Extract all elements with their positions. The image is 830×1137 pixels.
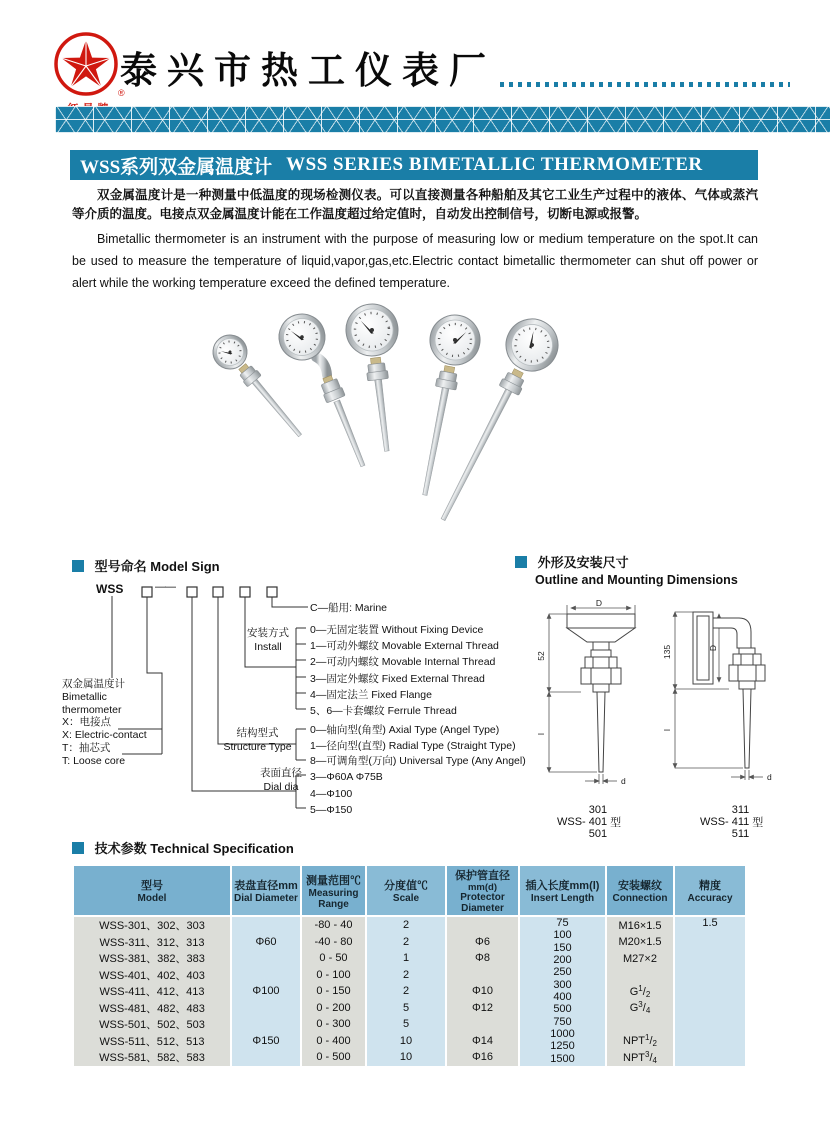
lattice-banner — [55, 106, 830, 133]
model-left-labels — [62, 678, 147, 768]
cell-connection: $NPT^3/_4$ — [606, 1049, 674, 1066]
cell-model: WSS-411、412、413 — [73, 983, 231, 1000]
cell-scale: 10 — [366, 1033, 446, 1050]
svg-text:52: 52 — [536, 651, 546, 661]
table-header-row — [73, 865, 746, 916]
dimension-drawings — [523, 600, 823, 800]
thermometer-3 — [343, 301, 413, 454]
cell-dial-group: Φ150 — [231, 1016, 301, 1066]
model-number: 301 — [588, 804, 608, 816]
cell-model: WSS-301、302、303 — [73, 916, 231, 934]
spec-section — [72, 838, 758, 1066]
series-title-cn: WSS系列双金属温度计 — [80, 156, 273, 178]
product-photo — [185, 283, 640, 545]
intro-text — [72, 186, 758, 294]
cell-model: WSS-311、312、313 — [73, 934, 231, 951]
table-row — [73, 1049, 746, 1066]
install-option: 0—无固定装置 Without Fixing Device — [310, 624, 484, 636]
model-number: 501 — [588, 828, 608, 840]
cell-scale: 2 — [366, 967, 446, 984]
cell-protector: Φ8 — [446, 950, 519, 967]
model-sign-heading — [72, 556, 220, 575]
spec-table — [72, 864, 747, 1066]
dial-option: 3—Φ60A Φ75B — [310, 771, 383, 783]
header-protector: 保护管直径 mm(d) Protector Diameter — [446, 865, 519, 916]
dial-option: 5—Φ150 — [310, 804, 353, 816]
cell-scale: 10 — [366, 1049, 446, 1066]
install-options — [310, 622, 499, 719]
cell-protector: Φ10 — [446, 983, 519, 1000]
structure-label — [210, 726, 305, 754]
red-star-logo — [50, 30, 130, 104]
structure-option: 1—径向型(直型) Radial Type (Straight Type) — [310, 739, 516, 752]
model-number: 511 — [731, 828, 750, 840]
structure-label-cn: 结构型式 — [236, 727, 279, 739]
left-label: X: Electric-contact — [62, 729, 147, 742]
header-scale: 分度值℃ Scale — [366, 865, 446, 916]
dial-label-cn: 表面直径 — [260, 767, 302, 779]
structure-options — [310, 723, 526, 770]
cell-connection: M16×1.5 — [606, 916, 674, 934]
figure-b — [662, 612, 772, 782]
figure-b-model-label — [700, 804, 763, 840]
left-label: T: Loose core — [62, 754, 126, 767]
model-suffix: 型 — [610, 817, 622, 829]
cell-range: 0 - 50 — [301, 950, 366, 967]
header-range: 测量范围℃ Measuring Range — [301, 865, 366, 916]
cell-dial-group: Φ100 — [231, 967, 301, 1017]
figure-a — [536, 600, 635, 786]
spec-heading — [72, 838, 758, 857]
table-row — [73, 967, 746, 984]
cell-dial-group: Φ60 — [231, 916, 301, 967]
cell-model: WSS-511、512、513 — [73, 1033, 231, 1050]
cell-connection — [606, 967, 674, 984]
table-row — [73, 934, 746, 951]
outline-section — [515, 552, 830, 840]
model-sign-title-en: Model Sign — [150, 559, 220, 574]
model-prefix: WSS — [96, 582, 124, 596]
header-dial: 表盘直径mm Dial Diameter — [231, 865, 301, 916]
header-accuracy: 精度 Accuracy — [674, 865, 746, 916]
table-row — [73, 950, 746, 967]
left-label: T：抽芯式 — [62, 741, 111, 754]
structure-label-en: Structure Type — [223, 741, 292, 753]
structure-option: 0—轴向型(角型) Axial Type (Angel Type) — [310, 724, 500, 736]
cell-connection: M20×1.5 — [606, 934, 674, 951]
dial-label — [248, 766, 314, 794]
cell-protector: Φ14 — [446, 1033, 519, 1050]
cell-scale: 5 — [366, 1016, 446, 1033]
model-dash: —— — [155, 581, 175, 593]
model-prefix: WSS- — [557, 816, 586, 828]
cell-range: 0 - 500 — [301, 1049, 366, 1066]
cell-connection: M27×2 — [606, 950, 674, 967]
series-title-bar — [70, 150, 758, 180]
cell-connection: $G^1/_2$ — [606, 983, 674, 1000]
install-option: 5、6—卡套螺纹 Ferrule Thread — [310, 705, 457, 718]
left-label: X：电接点 — [62, 716, 112, 729]
cell-scale: 2 — [366, 916, 446, 934]
header-insert: 插入长度mm(l) Insert Length — [519, 865, 606, 916]
marine-option: C—船用: Marine — [310, 602, 388, 614]
model-number: 411 — [731, 816, 750, 828]
cell-protector — [446, 916, 519, 934]
cell-scale: 5 — [366, 1000, 446, 1017]
cell-scale: 2 — [366, 983, 446, 1000]
svg-text:D: D — [595, 600, 603, 608]
svg-text:135: 135 — [662, 644, 672, 660]
model-prefix: WSS- — [700, 816, 729, 828]
cell-connection — [606, 1016, 674, 1033]
table-row — [73, 983, 746, 1000]
spec-title-cn: 技术参数 — [94, 841, 147, 856]
outline-heading — [515, 552, 830, 571]
install-option: 3—固定外螺纹 Fixed External Thread — [310, 672, 485, 685]
section-bullet-icon — [515, 556, 527, 568]
registered-mark: ® — [118, 88, 125, 98]
outline-title-en: Outline and Mounting Dimensions — [535, 573, 738, 587]
svg-text:d: d — [767, 772, 772, 782]
cell-protector — [446, 1016, 519, 1033]
install-option: 1—可动外螺纹 Movable External Thread — [310, 640, 499, 653]
table-row — [73, 1016, 746, 1033]
outline-title-cn: 外形及安装尺寸 — [537, 555, 629, 570]
dial-option: 4—Φ100 — [310, 787, 353, 800]
cell-range: -80 - 40 — [301, 916, 366, 934]
dial-options — [310, 769, 383, 819]
svg-text:D: D — [708, 644, 718, 652]
company-name: 泰兴市热工仪表厂 — [120, 50, 496, 91]
model-sign-title-cn: 型号命名 — [94, 559, 147, 574]
install-label-en: Install — [254, 641, 282, 653]
header-connection: 安装螺纹 Connection — [606, 865, 674, 916]
cell-connection: $G^3/_4$ — [606, 1000, 674, 1017]
dial-label-en: Dial dia — [263, 781, 299, 793]
svg-text:d: d — [621, 776, 626, 786]
section-bullet-icon — [72, 842, 84, 854]
header-model: 型号 Model — [73, 865, 231, 916]
cell-range: 0 - 200 — [301, 1000, 366, 1017]
left-label: thermometer — [62, 703, 122, 716]
thermometer-4 — [400, 311, 484, 500]
cell-scale: 1 — [366, 950, 446, 967]
svg-text:l: l — [536, 733, 546, 735]
cell-protector: Φ12 — [446, 1000, 519, 1017]
cell-range: 0 - 100 — [301, 967, 366, 984]
cell-protector: Φ16 — [446, 1049, 519, 1066]
install-option: 2—可动内螺纹 Movable Internal Thread — [310, 656, 496, 669]
model-number: 311 — [731, 804, 750, 816]
section-bullet-icon — [72, 560, 84, 572]
install-label-cn: 安装方式 — [247, 627, 289, 639]
cell-range: 0 - 300 — [301, 1016, 366, 1033]
cell-model: WSS-381、382、383 — [73, 950, 231, 967]
cell-insert-lengths: 75 100 150 200 250 300 400 500 750 1000 1250 1500 — [519, 916, 606, 1066]
cell-model: WSS-481、482、483 — [73, 1000, 231, 1017]
cell-range: 0 - 400 — [301, 1033, 366, 1050]
left-label: Bimetallic — [62, 690, 107, 703]
cell-protector: Φ6 — [446, 934, 519, 951]
intro-paragraph-en: Bimetallic thermometer is an instrument with the purpose of measuring low or medium temperature on the spot.It can be used to measure the temperature of liquid,vapor,gas,etc.Electric contact bimetallic thermometer can shut off power or alert while the working temperature exceed the defined temperature. — [72, 231, 758, 290]
table-row — [73, 1033, 746, 1050]
model-number: 401 — [588, 816, 608, 828]
model-sign-diagram — [60, 578, 530, 834]
cell-protector — [446, 967, 519, 984]
structure-option: 8—可调角型(万向) Universal Type (Any Angel) — [310, 755, 526, 767]
spec-title-en: Technical Specification — [150, 841, 294, 856]
table-row — [73, 916, 746, 934]
cell-range: -40 - 80 — [301, 934, 366, 951]
cell-scale: 2 — [366, 934, 446, 951]
cell-accuracy: 1.5 — [674, 916, 746, 1066]
star-icon — [61, 40, 110, 87]
install-label — [238, 626, 298, 654]
cell-range: 0 - 150 — [301, 983, 366, 1000]
model-suffix: 型 — [752, 817, 764, 829]
dotted-rule — [500, 82, 790, 87]
cell-connection: $NPT^1/_2$ — [606, 1033, 674, 1050]
cell-model: WSS-501、502、503 — [73, 1016, 231, 1033]
cell-model: WSS-401、402、403 — [73, 967, 231, 984]
intro-paragraph-cn: 双金属温度计是一种测量中低温度的现场检测仪表。可以直接测量各种船舶及其它工业生产过程中的液体、气体或蒸汽等介质的温度。电接点双金属温度计能在工作温度超过给定值时，自动发出控制信号，切断电源或报警。 — [72, 188, 758, 222]
table-row — [73, 1000, 746, 1017]
cell-model: WSS-581、582、583 — [73, 1049, 231, 1066]
left-label: 双金属温度计 — [62, 678, 125, 690]
svg-text:l: l — [662, 729, 672, 731]
figure-a-model-label — [557, 804, 621, 840]
install-option: 4—固定法兰 Fixed Flange — [310, 688, 432, 701]
series-title-en: WSS SERIES BIMETALLIC THERMOMETER — [286, 154, 703, 175]
